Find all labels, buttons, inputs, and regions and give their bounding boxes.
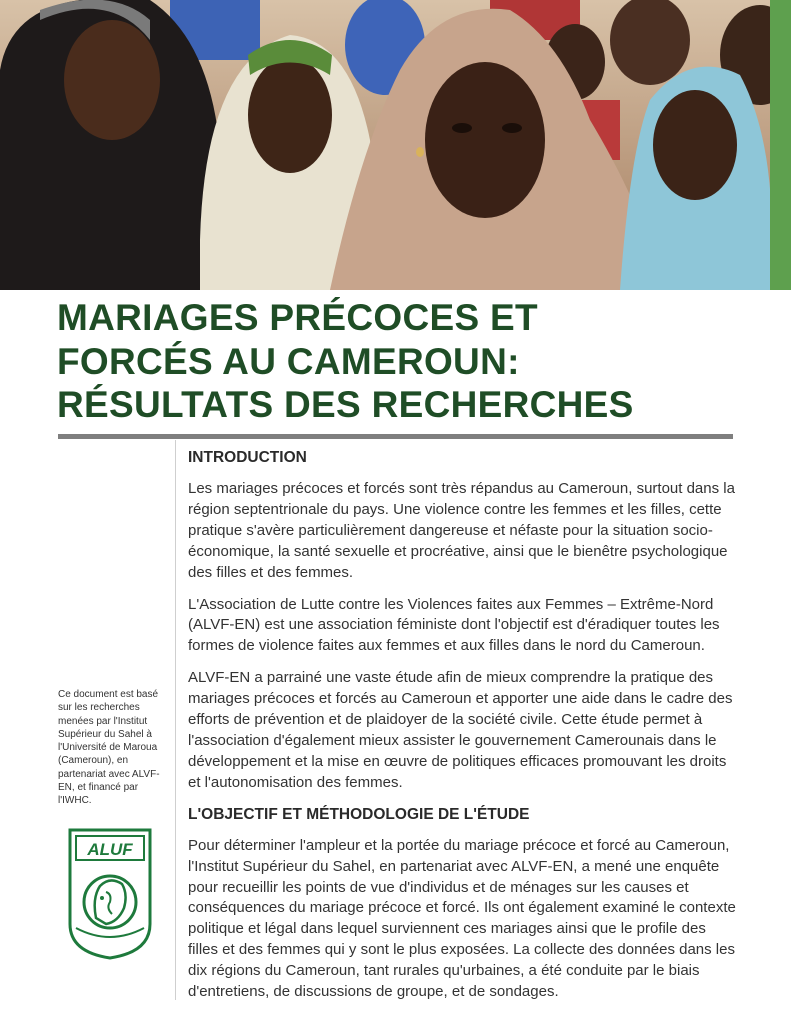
main-content [188, 448, 736, 1014]
column-divider [175, 440, 176, 1000]
photo-illustration [0, 0, 791, 290]
objective-paragraph-1: Pour déterminer l'ampleur et la portée du mariage précoce et forcé au Cameroun, l'Institut Supérieur du Sahel, en partenariat avec ALVF-EN, a mené une enquête pour recueillir les points de vue d'individus et de ménages sur les causes et conséquences du mariage précoce et forcé. Ils ont également examiné le contexte politique et légal dans lequel surviennent ces mariages ainsi que le profile des filles et des femmes qui y sont le plus exposées. La collecte des données dans les dix régions du Cameroun, tant rurales qu'urbaines, a été conduite par le biais d'entretiens, de discussions de groupe, et de sondages. [188, 836, 736, 1001]
logo-text: ALUF [87, 840, 133, 859]
page-title [57, 296, 757, 427]
page-title-line-1: MARIAGES PRÉCOCES ET [57, 297, 538, 338]
page-title-line-3: RÉSULTATS DES RECHERCHES [57, 384, 634, 425]
logo-graphic [66, 828, 154, 960]
title-divider [58, 434, 733, 439]
introduction-heading: INTRODUCTION [188, 449, 307, 466]
introduction-paragraph-2: L'Association de Lutte contre les Violences faites aux Femmes – Extrême-Nord (ALVF-EN) est une association féministe dont l'objectif est d'éradiquer toutes les formes de violence faites aux femmes et aux filles dans le nord du Cameroun. [188, 595, 720, 655]
sidebar-note: Ce document est basé sur les recherches menées par l'Institut Supérieur du Sahel à l'Université de Maroua (Cameroun), en partenariat avec ALVF-EN, et financé par l'IWHC. [58, 689, 160, 807]
introduction-paragraph-1: Les mariages précoces et forcés sont très répandus au Cameroun, surtout dans la région septentrionale du pays. Une violence contre les femmes et les filles, cette pratique s'avère particulièrement dangereuse et néfaste pour la situation socio-économique, la santé sexuelle et procréative, ainsi que le bienêtre psychologique des filles et des femmes. [188, 480, 735, 581]
objective-heading: L'OBJECTIF ET MÉTHODOLOGIE DE L'ÉTUDE [188, 805, 530, 823]
header-photo [0, 0, 791, 290]
page-title-line-2: FORCÉS AU CAMEROUN: [57, 340, 520, 382]
alvf-logo [66, 828, 154, 960]
introduction-paragraph-3: ALVF-EN a parrainé une vaste étude afin de mieux comprendre la pratique des mariages précoces et forcés au Cameroun et apporter une aide dans le cadre des efforts de prévention et de plaidoyer de la société civile. Cette étude permet à l'association d'également mieux assister le gouvernement Camerounais dans le développement et la mise en œuvre de politiques efficaces promouvant les droits et l'autonomisation des femmes. [188, 669, 733, 791]
